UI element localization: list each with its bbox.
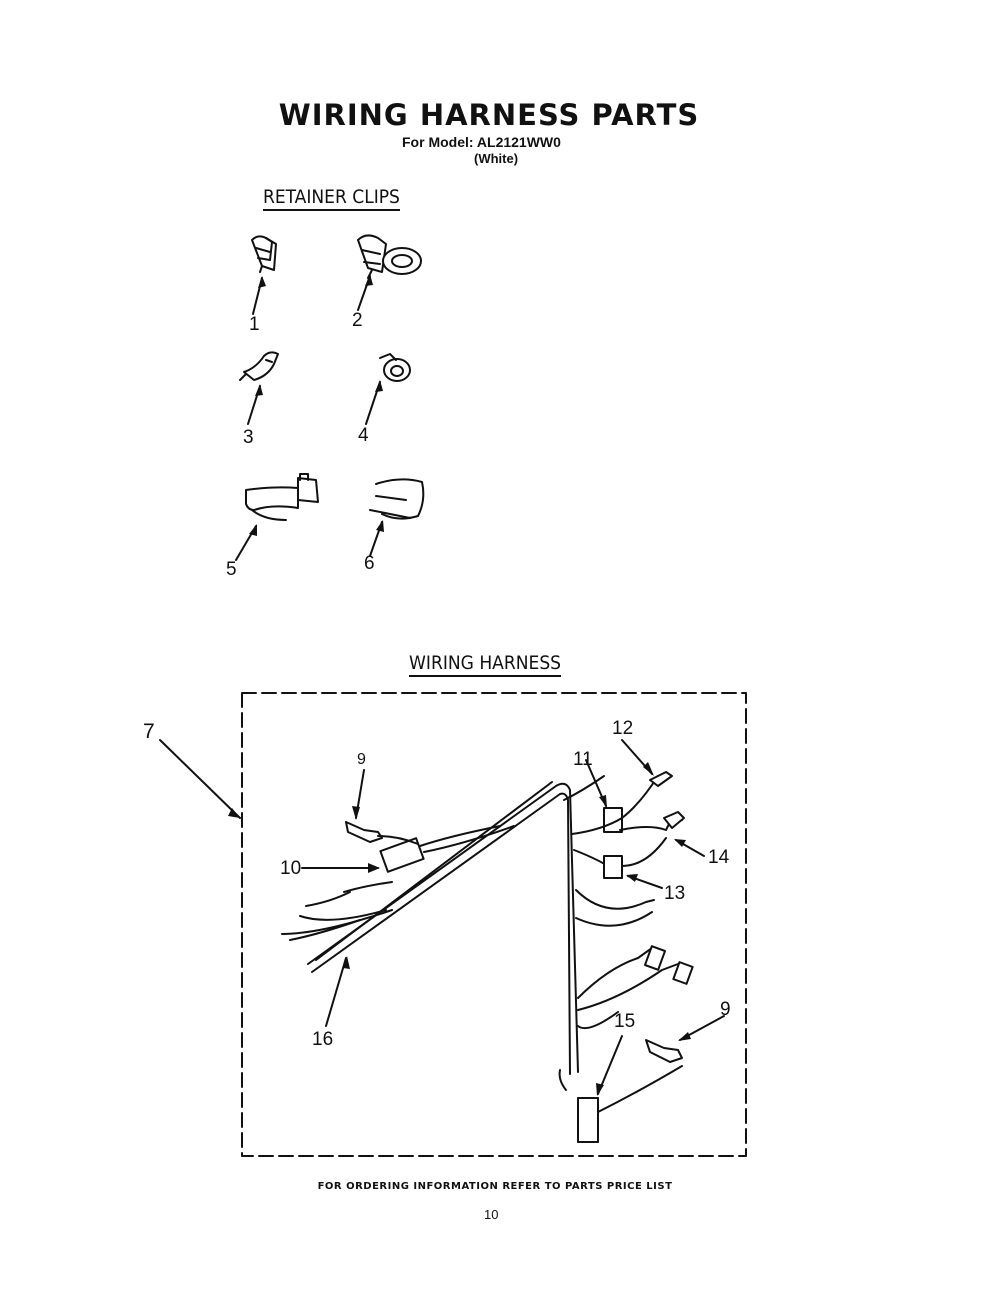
callout-7: 7 — [143, 720, 155, 743]
retainer-clip-1 — [252, 236, 276, 272]
callout-16: 16 — [312, 1029, 334, 1050]
callout-12: 12 — [612, 718, 634, 739]
model-number: For Model: AL2121WW0 — [402, 134, 561, 150]
leader-7 — [160, 740, 240, 818]
callout-3: 3 — [243, 427, 254, 448]
page-number: 10 — [484, 1207, 499, 1222]
callout-15: 15 — [614, 1011, 636, 1032]
model-color: (White) — [474, 151, 519, 166]
retainer-clip-2 — [358, 235, 421, 278]
ordering-note: FOR ORDERING INFORMATION REFER TO PARTS PRICE LIST — [317, 1181, 673, 1192]
callout-2: 2 — [352, 310, 363, 331]
callout-6: 6 — [364, 553, 375, 574]
callout-5: 5 — [226, 559, 237, 580]
page-title: WIRING HARNESS PARTS — [278, 98, 700, 132]
callout-11: 11 — [573, 749, 593, 770]
callout-14: 14 — [708, 847, 730, 868]
retainer-clips-heading: RETAINER CLIPS — [263, 186, 400, 211]
harness-frame — [242, 693, 746, 1156]
retainer-clip-4 — [380, 354, 410, 381]
retainer-clip-3 — [240, 352, 278, 380]
callout-13: 13 — [664, 883, 686, 904]
callout-9b: 9 — [720, 999, 731, 1020]
retainer-clip-5 — [246, 474, 318, 520]
retainer-clip-6 — [370, 479, 423, 518]
callout-4: 4 — [358, 425, 369, 446]
wiring-harness-assembly — [282, 772, 693, 1142]
leader-16 — [326, 958, 346, 1026]
wiring-harness-heading: WIRING HARNESS — [409, 652, 561, 677]
callout-1: 1 — [249, 314, 260, 335]
callout-9a: 9 — [357, 751, 366, 768]
callout-10: 10 — [280, 858, 302, 879]
